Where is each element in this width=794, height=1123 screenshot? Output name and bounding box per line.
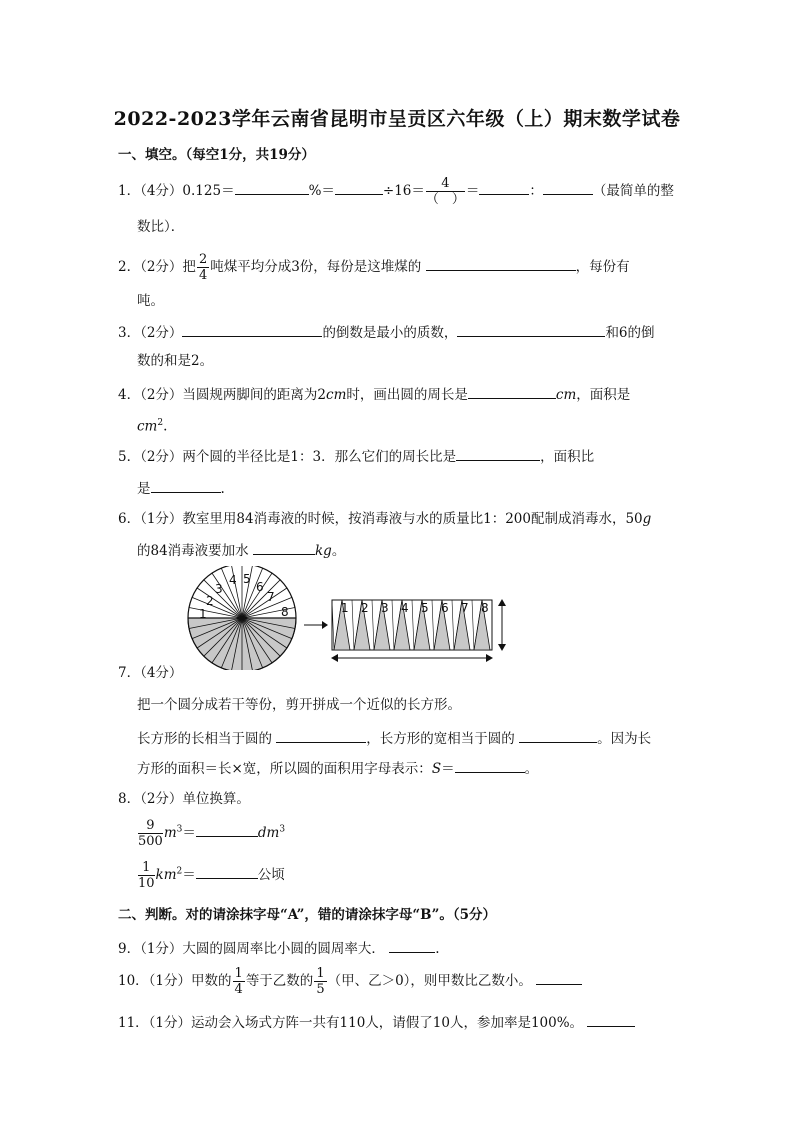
question-8-conversion-b: $\frac{1}{10}$ $km^2=$ 公顷 (138, 860, 285, 891)
answer-blank[interactable] (196, 822, 258, 837)
section-heading-fill-in: 一、填空。（每空1分，共19分） (118, 147, 315, 163)
question-1-cont: 数比）． (137, 219, 185, 235)
fraction: $\frac{1}{4}$ (234, 966, 243, 997)
question-7-line-1: 把一个圆分成若干等份，剪开拼成一个近似的长方形。 (137, 697, 461, 713)
circle-sector-label: 5 (243, 572, 251, 586)
question-7-line-3: 方形的面积＝长×宽，所以圆的面积用字母表示：S＝ 。 (137, 758, 538, 778)
question-3-cont: 数的和是2。 (137, 353, 214, 369)
fraction: $\frac{9}{500}$ (138, 818, 163, 849)
circle-sector-label: 2 (206, 594, 214, 608)
question-4-cont: $cm^2$. (137, 418, 168, 435)
circle-sector-label: 4 (229, 573, 237, 587)
answer-blank[interactable] (182, 322, 322, 337)
question-8-conversion-a: $\frac{9}{500}$ $m^3= dm^3$ (138, 818, 286, 849)
question-9: 9．（1分）大圆的圆周率比小圆的圆周率大． . (118, 938, 440, 958)
answer-blank[interactable] (536, 970, 582, 985)
right-arrow-icon (304, 621, 328, 629)
fraction: $\frac{4}{( )}$ (425, 176, 465, 207)
circle-sector-label: 8 (281, 605, 289, 619)
rect-sector-label: 5 (421, 601, 429, 615)
question-10: 10．（1分）甲数的 $\frac{1}{4}$ 等于乙数的 $\frac{1}{5}$ （甲、乙＞0），则甲数比乙数小。 (118, 966, 582, 997)
section-heading-judgement: 二、判断。对的请涂抹字母“A”，错的请涂抹字母“B”。（5分） (118, 907, 496, 923)
rect-sector-label: 6 (441, 601, 449, 615)
question-11: 11．（1分）运动会入场式方阵一共有110人，请假了10人，参加率是100%。 (118, 1012, 635, 1032)
question-2-cont: 吨。 (137, 293, 164, 309)
circle-sector-label: 6 (256, 580, 264, 594)
circle-sector-label: 3 (215, 582, 223, 596)
answer-blank[interactable] (543, 180, 593, 195)
answer-blank[interactable] (253, 540, 315, 555)
answer-blank[interactable] (335, 180, 383, 195)
circle-to-rectangle-figure (182, 566, 522, 670)
question-7-line-2: 长方形的长相当于圆的 ，长方形的宽相当于圆的 。因为长 (137, 728, 651, 748)
answer-blank[interactable] (587, 1012, 635, 1027)
answer-blank[interactable] (457, 322, 605, 337)
answer-blank[interactable] (468, 384, 556, 399)
answer-blank[interactable] (235, 180, 309, 195)
rect-sector-label: 4 (401, 601, 409, 615)
page-title: 2022-2023学年云南省昆明市呈贡区六年级（上）期末数学试卷 (113, 108, 681, 130)
question-6-cont: 的84消毒液要加水 kg。 (137, 540, 345, 560)
question-1: 1．（4分）0.125＝ %＝ ÷16＝ $\frac{4}{( )}$ ＝ ： （最简单的整 (118, 176, 674, 207)
fraction: $\frac{1}{5}$ (316, 966, 325, 997)
question-6: 6．（1分）教室里用84消毒液的时候，按消毒液与水的质量比1：200配制成消毒水，50g (118, 511, 652, 527)
answer-blank[interactable] (479, 180, 529, 195)
rect-sector-label: 7 (461, 601, 469, 615)
approximate-rectangle (331, 599, 506, 662)
answer-blank[interactable] (426, 256, 576, 271)
circle-sector-label: 1 (199, 607, 207, 621)
question-3: 3．（2分） 的倒数是最小的质数， 和6的倒 (118, 322, 655, 342)
rect-sector-label: 3 (381, 601, 389, 615)
question-2: 2．（2分）把 $\frac{2}{4}$ 吨煤平均分成3份，每份是这堆煤的 ，每份有 (118, 252, 630, 283)
answer-blank[interactable] (276, 728, 366, 743)
rect-sector-label: 8 (481, 601, 489, 615)
fraction: $\frac{1}{10}$ (138, 860, 155, 891)
question-5-cont: 是 . (137, 478, 225, 498)
question-5: 5．（2分）两个圆的半径比是1：3．那么它们的周长比是 ，面积比 (118, 446, 594, 466)
answer-blank[interactable] (456, 446, 540, 461)
answer-blank[interactable] (519, 728, 597, 743)
answer-blank[interactable] (455, 758, 525, 773)
rect-sector-label: 1 (341, 601, 349, 615)
rect-sector-label: 2 (361, 601, 369, 615)
circle-sector-label: 7 (267, 590, 275, 604)
question-4: 4．（2分）当圆规两脚间的距离为2cm时，画出圆的周长是 cm，面积是 (118, 384, 630, 404)
fraction: $\frac{2}{4}$ (198, 252, 208, 283)
answer-blank[interactable] (196, 864, 258, 879)
answer-blank[interactable] (151, 478, 221, 493)
question-8: 8．（2分）单位换算。 (118, 791, 250, 807)
question-7: 7．（4分） (118, 665, 183, 681)
answer-blank[interactable] (389, 938, 435, 953)
